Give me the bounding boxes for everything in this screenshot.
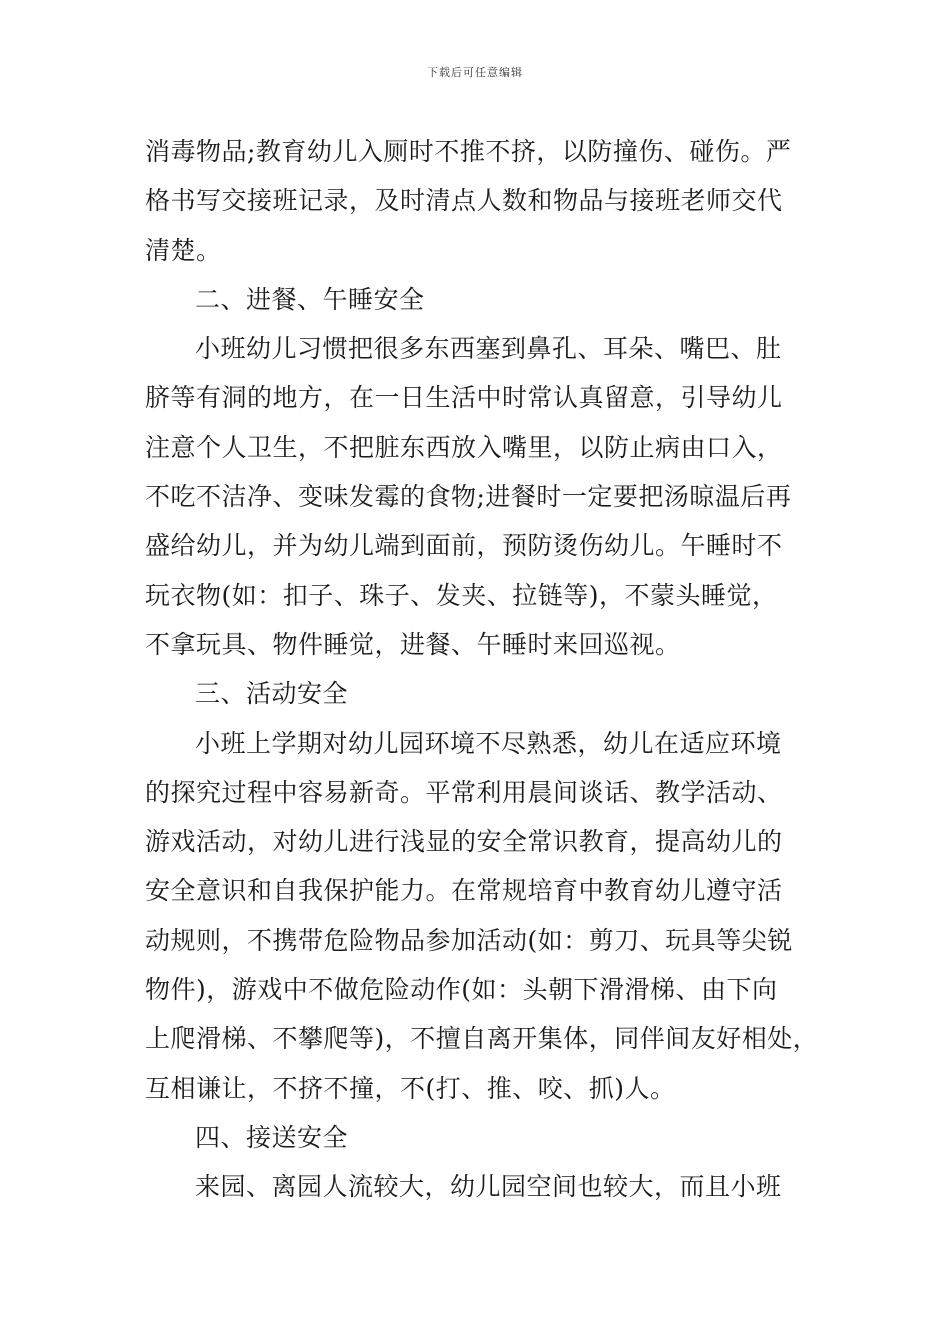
text-line: 盛给幼儿，并为幼儿端到面前，预防烫伤幼儿。午睡时不: [145, 531, 783, 561]
text-line: 小班上学期对幼儿园环境不尽熟悉，幼儿在适应环境: [195, 728, 782, 758]
text-line: 小班幼儿习惯把很多东西塞到鼻孔、耳朵、嘴巴、肚: [195, 334, 782, 364]
document-body: [145, 127, 820, 1212]
text-line: 清楚。: [145, 235, 222, 265]
text-line: 的探究过程中容易新奇。平常利用晨间谈话、教学活动、: [145, 777, 783, 807]
text-line: 脐等有洞的地方，在一日生活中时常认真留意，引导幼儿: [145, 383, 783, 413]
text-line: 互相谦让，不挤不撞，不(打、推、咬、抓)人。: [145, 1073, 676, 1103]
text-line: 不拿玩具、物件睡觉，进餐、午睡时来回巡视。: [145, 629, 681, 659]
text-line: 消毒物品;教育幼儿入厕时不推不挤，以防撞伤、碰伤。严: [145, 137, 792, 166]
page-header: 下载后可任意编辑: [427, 66, 523, 79]
text-line: 注意个人卫生，不把脏东西放入嘴里，以防止病由口入，: [145, 432, 783, 462]
section-heading: 二、进餐、午睡安全: [195, 284, 425, 314]
text-line: 不吃不洁净、变味发霉的食物;进餐时一定要把汤晾温后再: [145, 482, 792, 512]
text-line: 游戏活动，对幼儿进行浅显的安全常识教育，提高幼儿的: [145, 827, 783, 857]
text-line: 玩衣物(如：扣子、珠子、发夹、拉链等)，不蒙头睡觉，: [145, 580, 778, 610]
text-line: 安全意识和自我保护能力。在常规培育中教育幼儿遵守活: [145, 876, 783, 906]
text-line: 上爬滑梯、不攀爬等)，不擅自离开集体，同伴间友好相处，: [145, 1024, 819, 1054]
section-heading: 四、接送安全: [195, 1122, 349, 1152]
section-heading: 三、活动安全: [195, 679, 349, 709]
text-line: 物件)，游戏中不做危险动作(如：头朝下滑滑梯、由下向: [145, 975, 778, 1005]
text-line: 来园、离园人流较大，幼儿园空间也较大，而且小班: [195, 1172, 782, 1202]
text-line: 动规则，不携带危险物品参加活动(如：剪刀、玩具等尖锐: [145, 925, 793, 955]
text-line: 格书写交接班记录，及时清点人数和物品与接班老师交代: [145, 186, 783, 216]
